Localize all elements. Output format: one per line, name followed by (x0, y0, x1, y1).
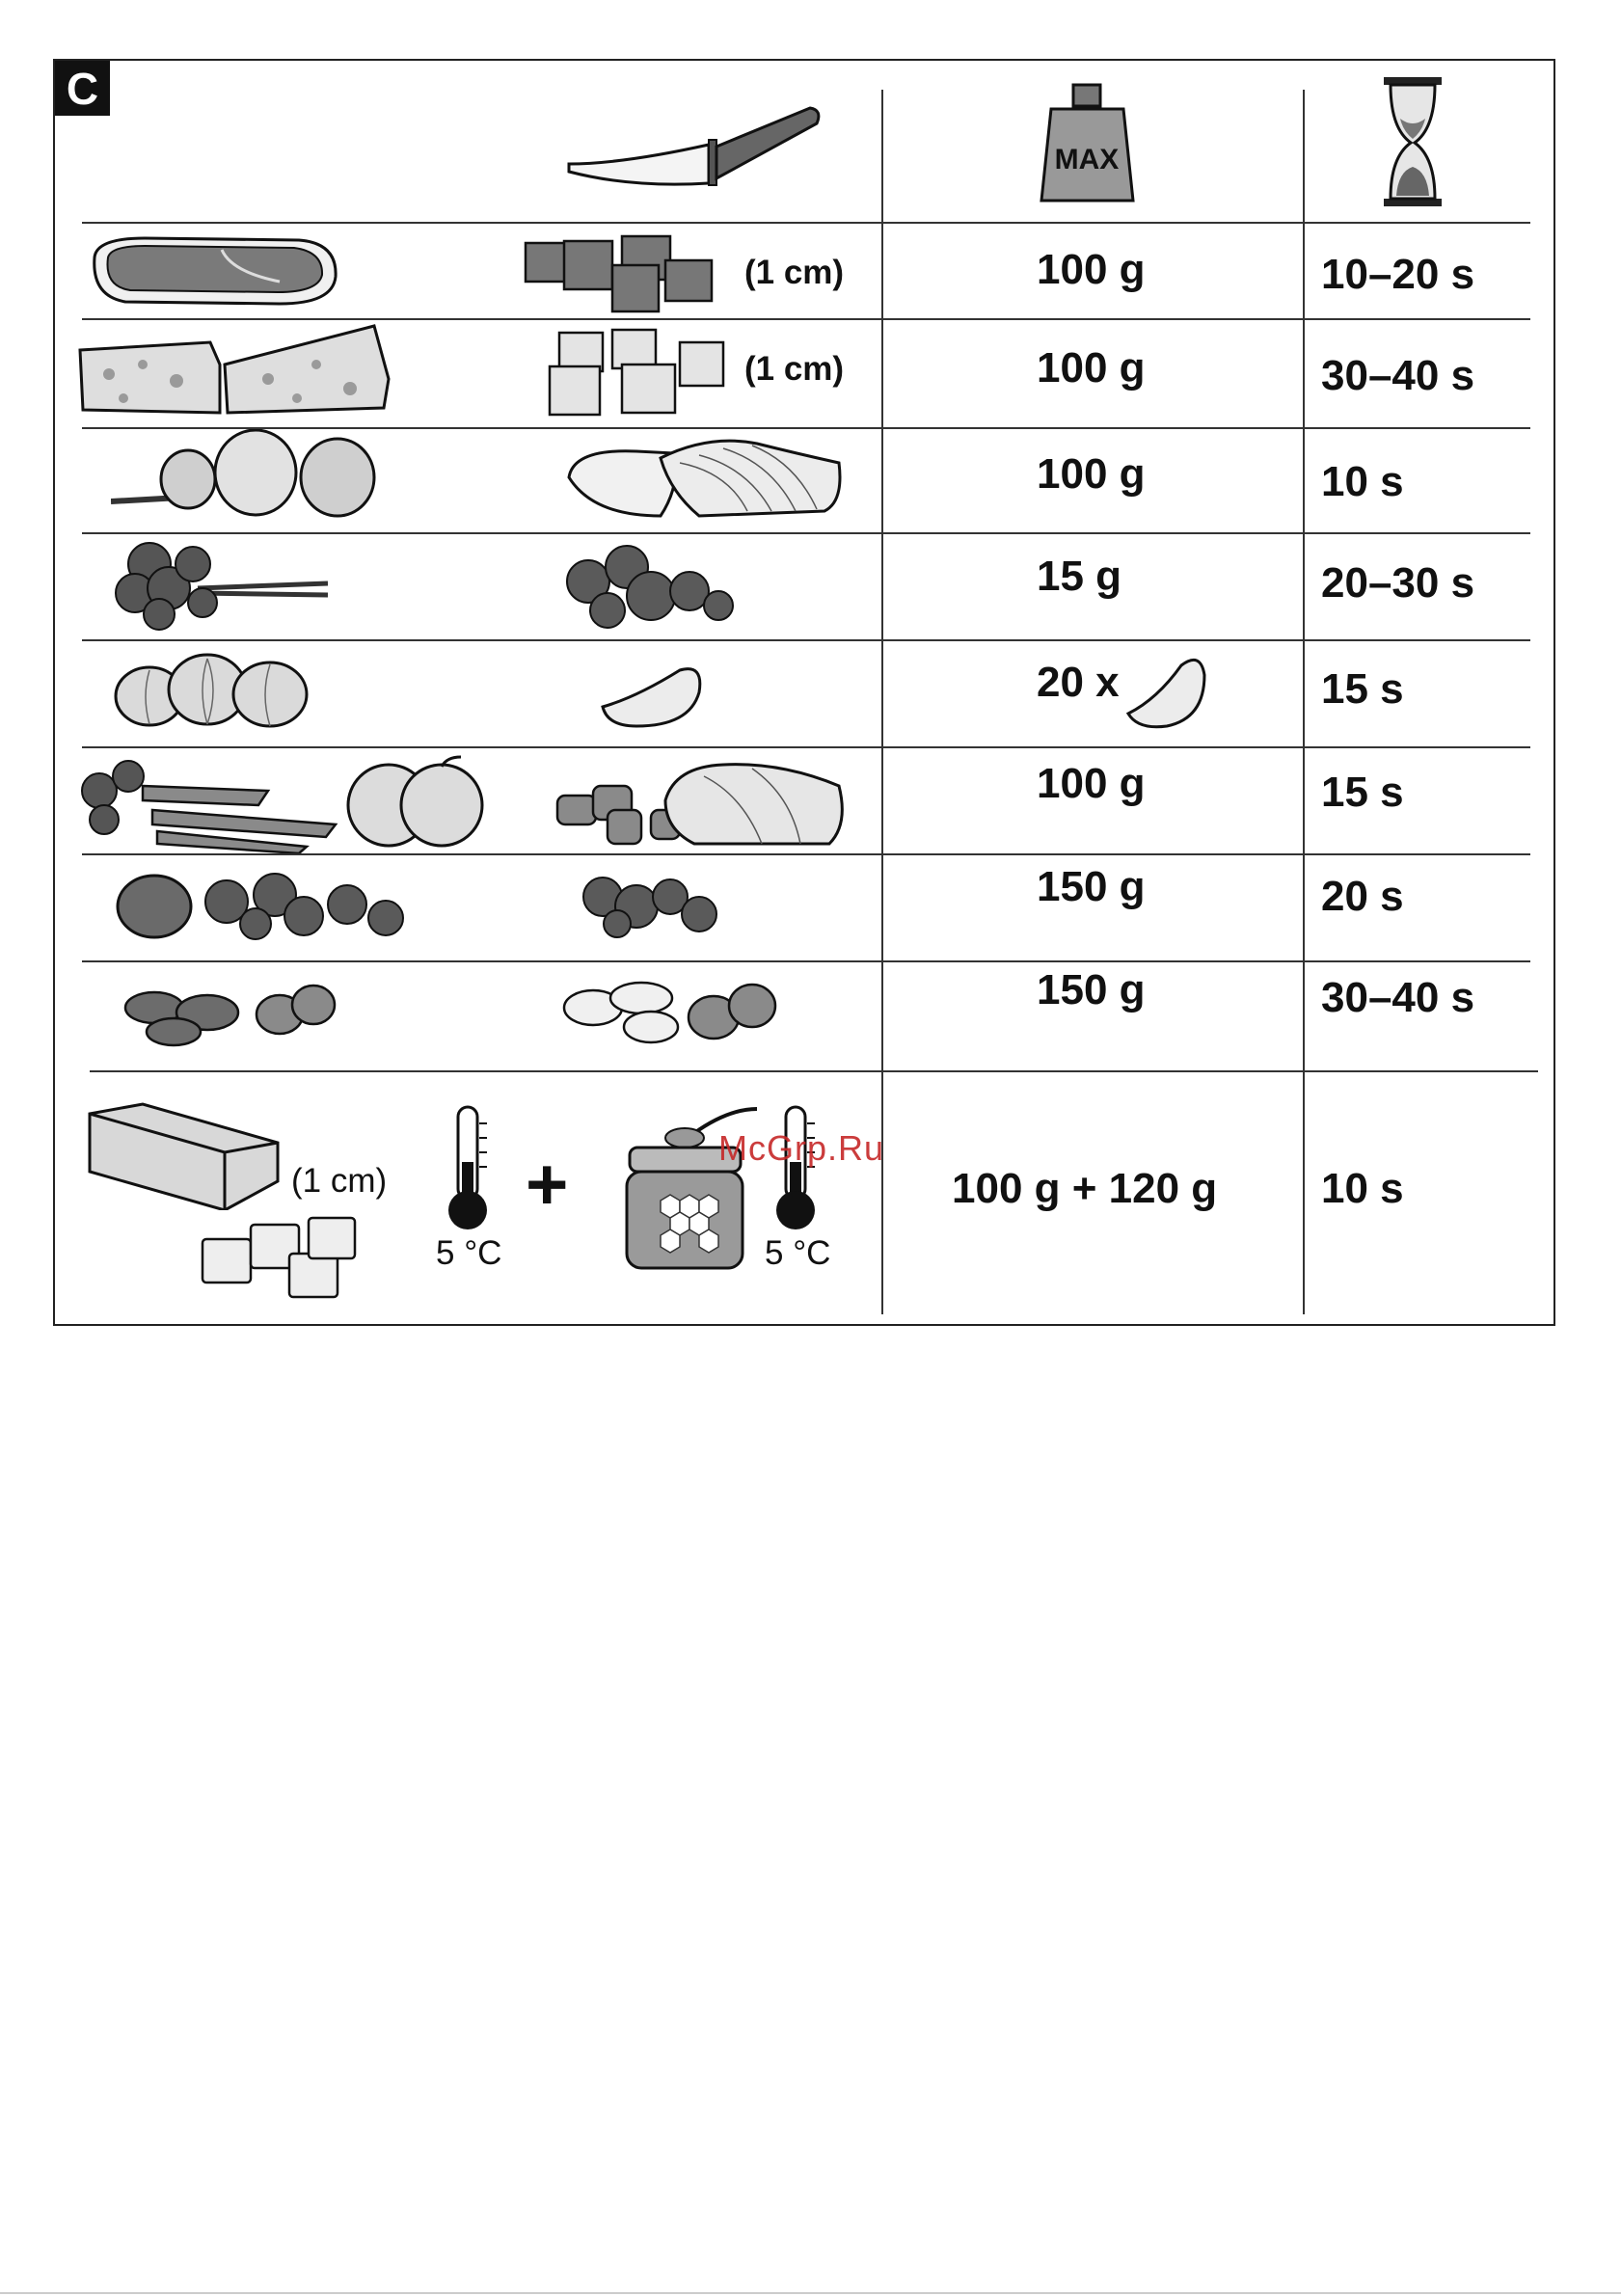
garlic-clove-icon (598, 659, 709, 731)
time-value: 20–30 s (1321, 559, 1475, 607)
watermark: McGrp.Ru (718, 1128, 885, 1168)
time-value: 10–20 s (1321, 251, 1475, 298)
butter-cubes-icon (198, 1210, 362, 1307)
time-value: 30–40 s (1321, 352, 1475, 399)
amount-value: 20 x (1037, 659, 1120, 706)
time-value: 10 s (1321, 1165, 1404, 1212)
time-value: 10 s (1321, 458, 1404, 505)
row-divider (82, 318, 1530, 320)
onion-slices-icon (564, 434, 844, 521)
amount-value: 150 g (1037, 863, 1146, 910)
row-divider (90, 1070, 1538, 1072)
panel-label: C (55, 61, 110, 116)
cheese-cubes-icon (545, 328, 738, 419)
plus-sign: + (526, 1144, 569, 1226)
weight-max-label: MAX (1054, 144, 1120, 176)
size-note: (1 cm) (744, 350, 845, 388)
knife-icon (564, 96, 824, 193)
amount-value: 100 g + 120 g (952, 1165, 1218, 1212)
almond-hazelnut-icon (116, 974, 338, 1051)
meat-icon (87, 229, 342, 311)
meat-cubes-icon (521, 231, 738, 318)
weight-max-icon (1037, 80, 1138, 205)
temperature-note: 5 °C (765, 1234, 831, 1272)
garlic-icon (111, 651, 313, 733)
amount-value: 100 g (1037, 760, 1146, 807)
row-divider (82, 746, 1530, 748)
amount-value: 100 g (1037, 344, 1146, 392)
thermometer-icon (767, 1104, 824, 1234)
row-divider (82, 960, 1530, 962)
onion-icon (111, 429, 391, 521)
carrots-apples-icon (75, 752, 490, 853)
walnut-pieces-icon (574, 868, 738, 940)
row-divider (82, 639, 1530, 641)
page-bottom-rule (0, 2292, 1621, 2294)
time-value: 15 s (1321, 769, 1404, 816)
row-divider (82, 532, 1530, 534)
garlic-clove-icon (1123, 651, 1210, 733)
column-divider (1303, 90, 1305, 1314)
almond-hazelnut-pieces-icon (559, 969, 781, 1051)
time-value: 15 s (1321, 665, 1404, 713)
walnut-icon (111, 868, 429, 945)
amount-value: 15 g (1037, 553, 1122, 600)
size-note: (1 cm) (291, 1162, 388, 1200)
thermometer-icon (439, 1104, 497, 1234)
amount-value: 100 g (1037, 450, 1146, 498)
carrot-apple-pieces-icon (550, 757, 849, 849)
time-value: 30–40 s (1321, 974, 1475, 1021)
cheese-icon (75, 321, 393, 418)
butter-block-icon (85, 1099, 283, 1210)
parsley-chopped-icon (554, 538, 752, 635)
time-value: 20 s (1321, 873, 1404, 920)
hourglass-icon (1379, 75, 1446, 210)
amount-value: 100 g (1037, 246, 1146, 293)
row-divider (82, 853, 1530, 855)
size-note: (1 cm) (744, 254, 845, 291)
parsley-bunch-icon (111, 535, 333, 632)
row-divider (82, 222, 1530, 224)
amount-value: 150 g (1037, 966, 1146, 1013)
temperature-note: 5 °C (436, 1234, 502, 1272)
